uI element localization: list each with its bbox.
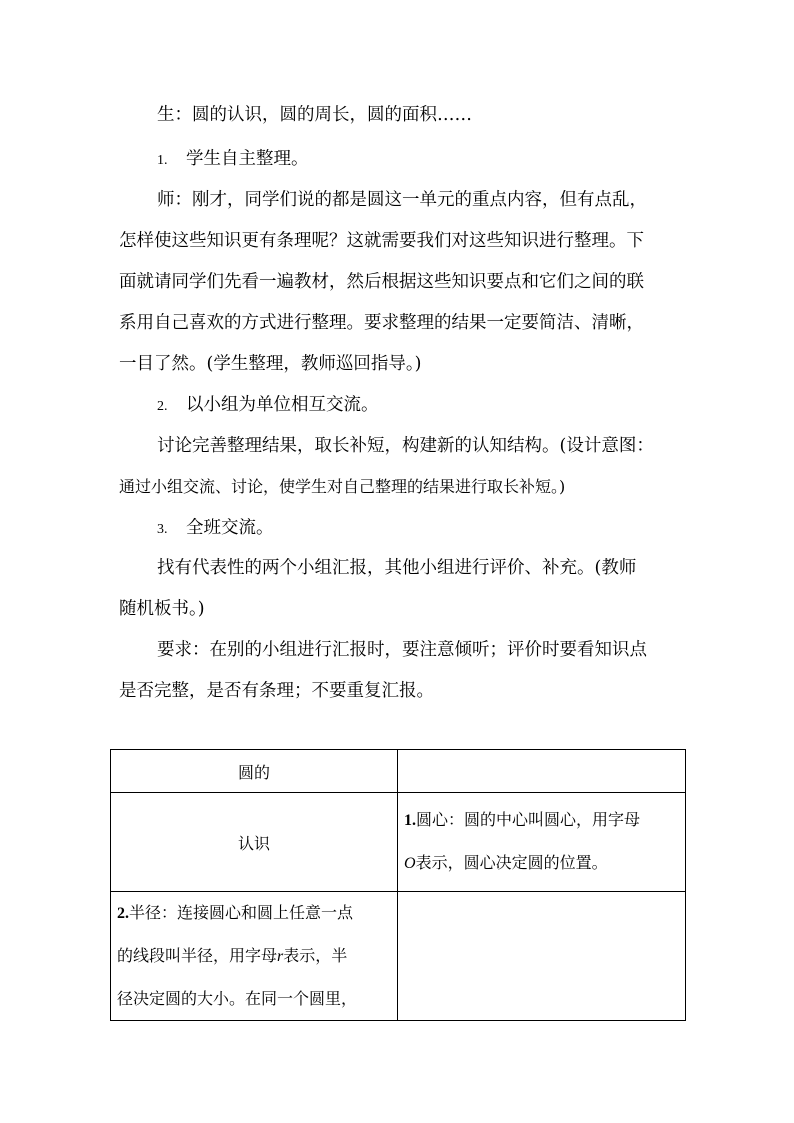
- table-cell-empty: [398, 750, 686, 793]
- definition-text: 2.半径：连接圆心和圆上任意一点 的线段叫半径，用字母r表示，半 径决定圆的大小。在同一个圆里，: [117, 903, 358, 1008]
- paragraph-discussion-line-2: 通过小组交流、讨论，使学生对自己整理的结果进行取长补短。): [119, 477, 566, 496]
- definition-number: 1.: [404, 812, 416, 829]
- table-cell-definition-radius: [111, 892, 398, 1021]
- table-row: [111, 750, 686, 793]
- paragraph-teacher-line-5: 一目了然。(学生整理，教师巡回指导。): [119, 354, 422, 374]
- list-item-1: [157, 148, 717, 172]
- paragraph-teacher-line-3: 面就请同学们先看一遍教材，然后根据这些知识要点和它们之间的联: [119, 272, 644, 292]
- paragraph-requirement-line-1: 要求：在别的小组进行汇报时，要注意倾听；评价时要看知识点: [157, 640, 647, 660]
- list-item-3: [157, 517, 717, 541]
- table-cell-section: 认识: [111, 793, 398, 892]
- list-item-text: 全班交流。: [186, 518, 274, 538]
- definition-number: 2.: [117, 905, 129, 922]
- paragraph-report-line-2: 随机板书。): [119, 599, 205, 619]
- circle-knowledge-table: [110, 749, 686, 1021]
- list-number: 1.: [157, 153, 168, 168]
- list-number: 2.: [157, 399, 168, 414]
- list-item-2: [157, 394, 717, 418]
- table-cell-definition-center: [398, 793, 686, 892]
- paragraph-report-line-1: 找有代表性的两个小组汇报，其他小组进行评价、补充。(教师: [157, 558, 637, 578]
- list-number: 3.: [157, 522, 168, 537]
- paragraph-teacher-line-1: 师：刚才，同学们说的都是圆这一单元的重点内容，但有点乱，: [157, 190, 647, 210]
- paragraph-student-answer: 生：圆的认识，圆的周长，圆的面积……: [157, 105, 472, 125]
- table-cell-topic: 圆的: [111, 750, 398, 793]
- definition-text: 1.圆心：圆的中心叫圆心，用字母 O表示，圆心决定圆的位置。: [404, 810, 641, 872]
- table-row: [111, 892, 686, 1021]
- list-item-text: 学生自主整理。: [186, 149, 309, 169]
- paragraph-discussion-line-1: 讨论完善整理结果，取长补短，构建新的认知结构。(设计意图：: [157, 436, 654, 456]
- table-row: [111, 793, 686, 892]
- list-item-text: 以小组为单位相互交流。: [186, 395, 379, 415]
- paragraph-teacher-line-2: 怎样使这些知识更有条理呢？这就需要我们对这些知识进行整理。下: [119, 231, 644, 251]
- table-cell-empty: [398, 892, 686, 1021]
- paragraph-requirement-line-2: 是否完整，是否有条理；不要重复汇报。: [119, 681, 434, 701]
- paragraph-teacher-line-4: 系用自己喜欢的方式进行整理。要求整理的结果一定要简洁、清晰，: [119, 313, 644, 333]
- symbol-r: r: [277, 948, 284, 965]
- symbol-o: O: [404, 855, 416, 872]
